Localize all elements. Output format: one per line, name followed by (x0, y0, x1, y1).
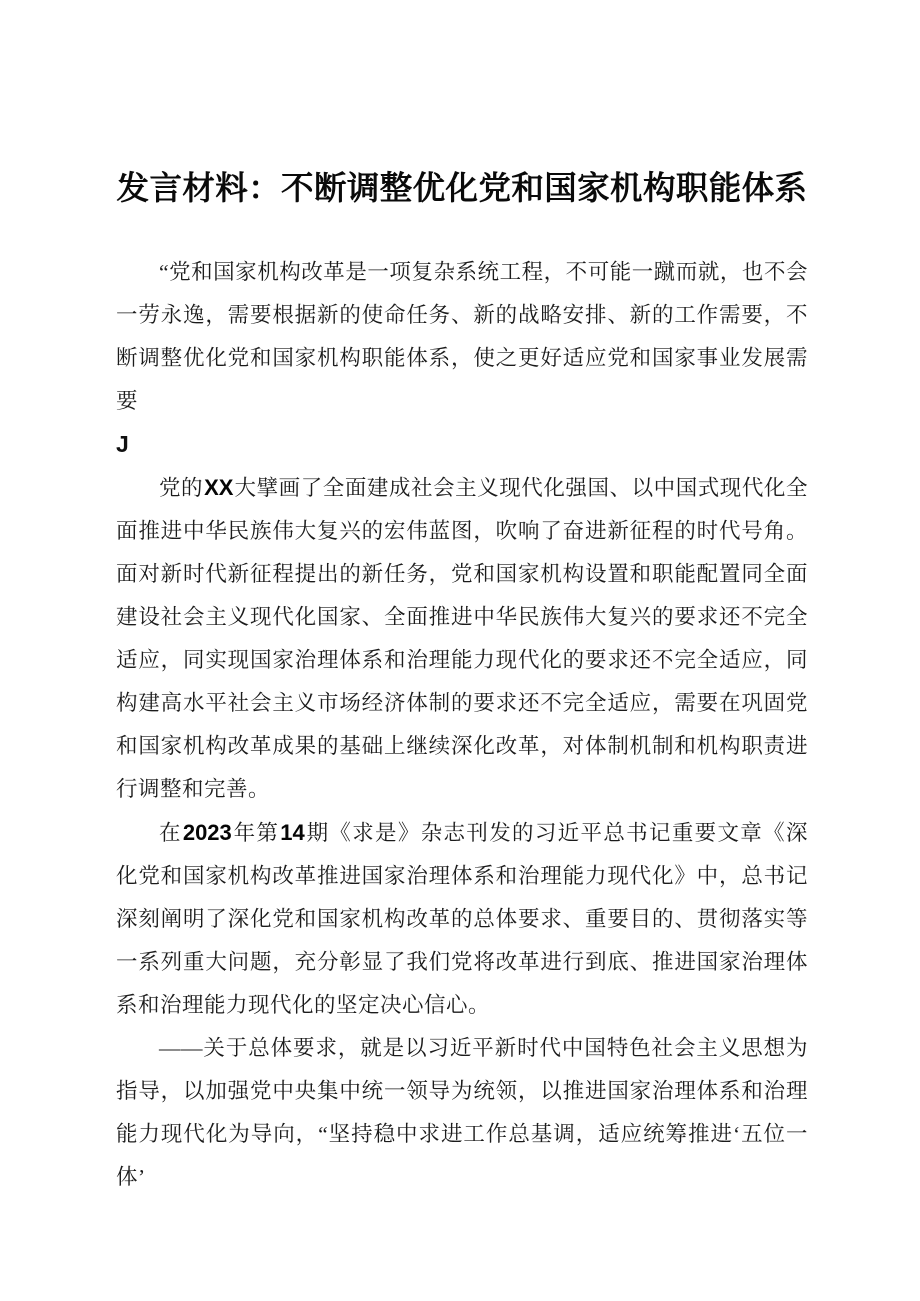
text-run: ——关于总体要求，就是以习近平新时代中国特色社会主义思想为指导，以加强党中央集中统一领导为统领，以推进国家治理体系和治理能力现代化为导向，“坚持稳中求进工作总基调，适应统筹推进‘五位一体’ (116, 1036, 808, 1189)
text-run: 在 (159, 821, 182, 845)
paragraph-party-congress (116, 466, 808, 811)
text-run: 年第 (232, 821, 280, 845)
placeholder-xx: XX (204, 475, 234, 500)
issue-14: 14 (280, 820, 305, 845)
paragraph-quote: “党和国家机构改革是一项复杂系统工程，不可能一蹴而就，也不会一劳永逸，需要根据新的使命任务、新的战略安排、新的工作需要，不断调整优化党和国家机构职能体系，使之更好适应党和国家事业发展需要 (116, 260, 808, 413)
text-run: 党的 (159, 476, 204, 500)
paragraph-overall-requirements (116, 1027, 808, 1199)
text-run: 期《求是》杂志刊发的习近平总书记重要文章《深化党和国家机构改革推进国家治理体系和治理能力现代化》中，总书记深刻阐明了深化党和国家机构改革的总体要求、重要目的、贯彻落实等一系列重大问题，充分彰显了我们党将改革进行到底、推进国家治理体系和治理能力现代化的坚定决心信心。 (116, 821, 808, 1017)
paragraph-qiushi-article (116, 811, 808, 1027)
year-2023: 2023 (182, 820, 232, 845)
document-body (116, 0, 808, 1199)
text-run: 大擘画了全面建成社会主义现代化强国、以中国式现代化全面推进中华民族伟大复兴的宏伟蓝图，吹响了奋进新征程的时代号角。面对新时代新征程提出的新任务，党和国家机构设置和职能配置同全面建设社会主义现代化国家、全面推进中华民族伟大复兴的要求还不完全适应，同实现国家治理体系和治理能力现代化的要求还不完全适应，同构建高水平社会主义市场经济体制的要求还不完全适应，需要在巩固党和国家机构改革成果的基础上继续深化改革，对体制机制和机构职责进行调整和完善。 (116, 476, 808, 801)
stray-artifact-glyph: J (116, 431, 129, 457)
page-title: 发言材料：不断调整优化党和国家机构职能体系 (116, 170, 808, 206)
